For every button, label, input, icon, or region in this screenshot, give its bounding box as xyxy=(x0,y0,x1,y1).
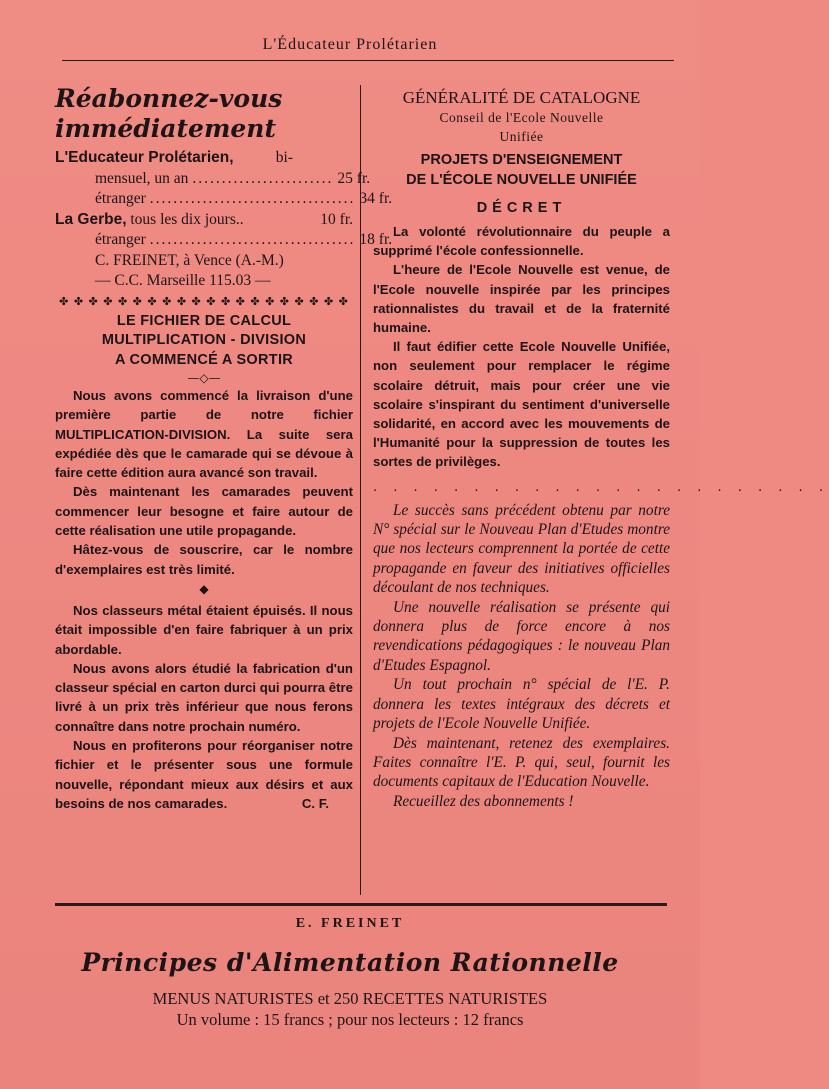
left-column xyxy=(55,84,393,814)
gerbe-foreign-label: étranger xyxy=(95,231,146,248)
italic-notice xyxy=(373,501,670,812)
postal-account: — C.C. Marseille 115.03 — xyxy=(95,272,271,289)
subscription-ep-line2 xyxy=(55,169,371,190)
paragraph: Dès maintenant les camarades peuvent commencer leur besogne et faire autour de cette réalisation une utile propagande. xyxy=(55,484,353,539)
dot-leader: ................................... xyxy=(149,190,356,207)
council-subtitle-line1: Conseil de l'Ecole Nouvelle xyxy=(439,110,604,125)
decret-text xyxy=(373,222,670,472)
address: C. FREINET, à Vence (A.-M.) xyxy=(95,251,284,269)
resubscribe-banner-line2: immédiatement xyxy=(55,114,277,143)
paragraph: Un tout prochain n° spécial de l'E. P. donnera les textes intégraux des décrets et projets de l'Ecole Nouvelle Unifiée. xyxy=(373,676,670,733)
paragraph: Nous avons alors étudié la fabrication d'un classeur spécial en carton durci qui pourra être livré à un prix très inférieur que nous ferons connaître dans notre prochain numéro. xyxy=(55,660,353,734)
book-author: E. FREINET xyxy=(295,916,405,931)
paragraph: Hâtez-vous de souscrire, car le nombre d'exemplaires est très limité. xyxy=(55,542,353,577)
fichier-article xyxy=(55,386,353,579)
book-title: Principes d'Alimentation Rationnelle xyxy=(81,948,619,977)
catalogne-title: GÉNÉRALITÉ DE CATALOGNE xyxy=(402,88,641,107)
paragraph: Nos classeurs métal étaient épuisés. Il nous était impossible d'en faire fabriquer à un prix abordable. xyxy=(55,602,353,657)
gerbe-label: tous les dix jours.. xyxy=(130,210,244,228)
header-rule xyxy=(62,60,674,61)
fichier-heading-line2: MULTIPLICATION - DIVISION xyxy=(101,332,307,348)
gerbe-price: 10 fr. xyxy=(320,210,353,228)
paragraph: L'heure de l'Ecole Nouvelle est venue, de l'Ecole nouvelle inspirée par les principes rationnalistes du travail et de la fraternité humaine. xyxy=(373,262,670,336)
ornament-divider: ✤ ✤ ✤ ✤ ✤ ✤ ✤ ✤ ✤ ✤ ✤ ✤ ✤ ✤ ✤ ✤ ✤ ✤ ✤ ✤ xyxy=(59,294,349,308)
ep-price: 25 fr. xyxy=(337,169,371,187)
book-subtitle: MENUS NATURISTES et 250 RECETTES NATURISTES xyxy=(152,989,548,1008)
projects-heading-line2: DE L'ÉCOLE NOUVELLE UNIFIÉE xyxy=(406,172,637,188)
paragraph: Nous en profiterons pour réorganiser notre fichier et le présenter sous une formule nouvelle, répondant mieux aux désirs et aux besoins de nos camarades. xyxy=(55,738,353,811)
decret-heading: DÉCRET xyxy=(476,200,567,216)
paragraph: Nous avons commencé la livraison d'une première partie de notre fichier MULTIPLICATION-DIVISION. La suite sera expédiée dès que le camarade qui se dévoue à faire cette édition aura avancé son travail. xyxy=(55,388,353,481)
dot-leader: ........................ xyxy=(192,169,334,187)
signature: C. F. xyxy=(301,796,329,812)
paragraph: Il faut édifier cette Ecole Nouvelle Unifiée, non seulement pour remplacer le régime scolaire détruit, mais pour créer une vie scolaire s'inspirant du sentiment d'universelle solidarité, en accord avec les mouvements de l'Humanité pour la suppression de toutes les sortes de privilèges. xyxy=(373,339,670,470)
subscription-list xyxy=(55,148,393,292)
ep-period-label: mensuel, un an xyxy=(95,169,189,187)
subscription-ep-foreign xyxy=(55,189,393,210)
paragraph: Recueillez des abonnements ! xyxy=(393,792,574,810)
dot-leader: ................................... xyxy=(149,231,356,248)
book-details xyxy=(0,988,700,1030)
ep-foreign-price: 34 fr. xyxy=(359,190,393,207)
ep-foreign-label: étranger xyxy=(95,190,146,207)
ep-name: L'Educateur Prolétarien, xyxy=(55,149,234,166)
fichier-heading-line1: LE FICHIER DE CALCUL xyxy=(116,312,292,329)
book-price: Un volume : 15 francs ; pour nos lecteurs : 12 francs xyxy=(176,1010,524,1029)
projects-heading-line1: PROJETS D'ENSEIGNEMENT xyxy=(420,152,623,168)
gerbe-foreign-price: 18 fr. xyxy=(359,231,393,248)
paragraph: La volonté révolutionnaire du peuple a supprimé l'école confessionnelle. xyxy=(373,224,670,259)
right-column xyxy=(373,88,829,811)
running-head: L'Éducateur Prolétarien xyxy=(262,36,438,53)
subscription-ep-line1 xyxy=(55,148,353,169)
paragraph: Le succès sans précédent obtenu par notre N° spécial sur le Nouveau Plan d'Etudes montre que nos lecteurs comprennent la portée de cette propagande en faveur des initiatives officielles découlant de nos techniques. xyxy=(373,501,670,597)
classeurs-article xyxy=(55,601,353,814)
subscription-gerbe-foreign xyxy=(55,230,393,251)
diamond-separator: ◆ xyxy=(199,581,209,596)
gerbe-name: La Gerbe, xyxy=(55,210,127,228)
council-subtitle-line2: Unifiée xyxy=(499,129,544,144)
ep-suffix: bi- xyxy=(275,149,293,166)
footer-rule xyxy=(55,903,667,906)
fichier-heading-line3: A COMMENCÉ A SORTIR xyxy=(114,351,294,368)
subscription-gerbe xyxy=(55,210,353,231)
resubscribe-banner-line1: Réabonnez-vous xyxy=(55,84,283,113)
paragraph: Dès maintenant, retenez des exemplaires. Faites connaître l'E. P. qui, seul, fournit les documents capitaux de l'Education Nouvelle. xyxy=(373,734,670,791)
paragraph: Une nouvelle réalisation se présente qui donnera plus de force encore à nos revendications pédagogiques : le nouveau Plan d'Etudes Espagnol. xyxy=(373,598,670,674)
separator-ornament: —◇— xyxy=(187,371,221,385)
dotted-separator: . . . . . . . . . . . . . . . . . . . . . . . xyxy=(373,479,829,495)
